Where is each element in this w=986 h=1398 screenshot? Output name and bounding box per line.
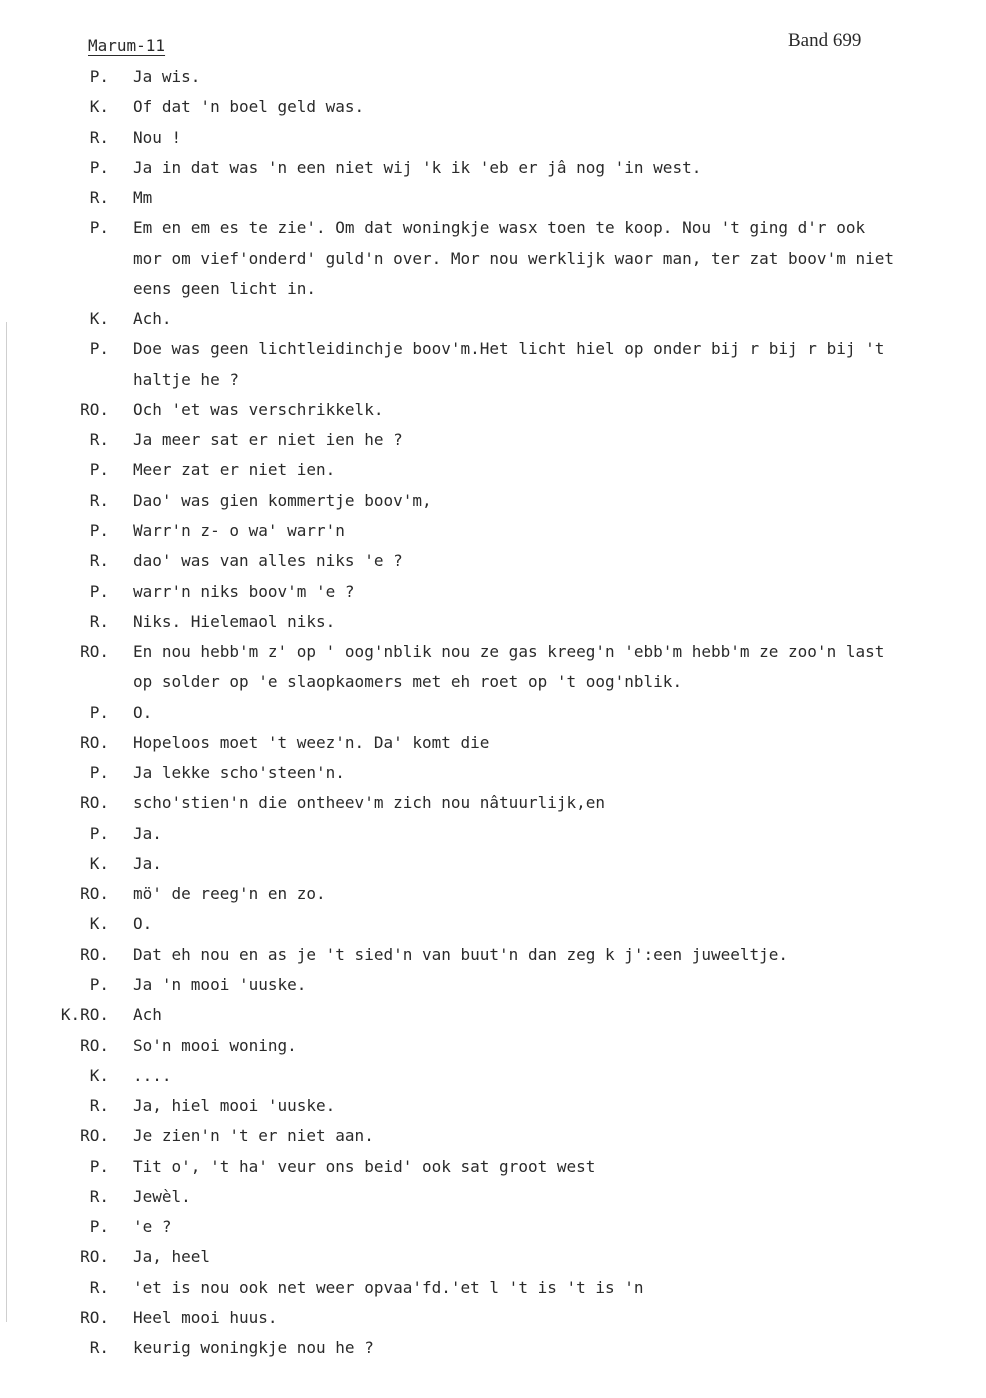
speaker-label: K. <box>89 914 109 934</box>
transcript-line <box>0 516 986 546</box>
transcript-line <box>0 667 986 697</box>
speaker-label: P. <box>89 67 109 86</box>
speaker-label: P. <box>89 702 109 722</box>
transcript-line <box>0 1121 986 1151</box>
transcript-line <box>0 213 986 243</box>
transcript-line <box>0 637 986 667</box>
utterance-text: Dao' was gien kommertje boov'm, <box>133 490 432 510</box>
transcript-line <box>0 62 986 92</box>
utterance-text: O. <box>133 702 153 722</box>
utterance-text: .... <box>133 1065 172 1085</box>
utterance-text: Ja lekke scho'steen'n. <box>133 763 345 783</box>
transcript-line <box>0 819 986 849</box>
transcript-line <box>0 455 986 485</box>
utterance-text: dao' was van alles niks 'e ? <box>133 551 403 571</box>
speaker-label: RO. <box>80 884 109 904</box>
speaker-label: RO. <box>80 1035 109 1055</box>
speaker-label: K.RO. <box>60 1005 109 1025</box>
speaker-label: RO. <box>80 399 109 419</box>
speaker-label: RO. <box>80 944 109 964</box>
transcript-line <box>0 425 986 455</box>
transcript-line <box>0 577 986 607</box>
transcript-line <box>0 153 986 183</box>
transcript-line <box>0 1000 986 1030</box>
speaker-label: P. <box>89 520 109 540</box>
utterance-text: So'n mooi woning. <box>133 1035 297 1055</box>
utterance-text: Ja meer sat er niet ien he ? <box>133 430 403 450</box>
speaker-label: P. <box>89 157 109 177</box>
speaker-label: RO. <box>80 732 109 752</box>
utterance-text: Hopeloos moet 't weez'n. Da' komt die <box>133 732 490 752</box>
transcript-line <box>0 909 986 939</box>
speaker-label: RO. <box>80 1247 109 1267</box>
transcript-line <box>0 92 986 122</box>
utterance-text: Ja. <box>133 823 162 843</box>
transcript-line <box>0 879 986 909</box>
transcript-line <box>0 1152 986 1182</box>
transcript-line <box>0 1273 986 1303</box>
utterance-text: Ja, hiel mooi 'uuske. <box>133 1096 336 1116</box>
speaker-label: P. <box>89 460 109 480</box>
utterance-text: Doe was geen lichtleidinchje boov'm.Het licht hiel op onder bij r bij r bij 't <box>133 339 885 359</box>
transcript-line <box>0 1303 986 1333</box>
transcript-line <box>0 486 986 516</box>
utterance-text: Ja 'n mooi 'uuske. <box>133 974 307 994</box>
speaker-label: P. <box>89 763 109 783</box>
transcript-line <box>0 123 986 153</box>
speaker-label: K. <box>89 853 109 873</box>
utterance-text: Nou ! <box>133 127 182 147</box>
speaker-label: RO. <box>80 793 109 813</box>
speaker-label: R. <box>89 1338 109 1358</box>
transcript-line <box>0 1242 986 1272</box>
speaker-label: P. <box>89 1217 109 1237</box>
speaker-label: R. <box>89 611 109 631</box>
transcript-line <box>0 1061 986 1091</box>
utterance-text: Ja in dat was 'n een niet wij 'k ik 'eb er jâ nog 'in west. <box>133 157 702 177</box>
transcript-line <box>0 698 986 728</box>
speaker-label: R. <box>89 430 109 450</box>
transcript-line <box>0 849 986 879</box>
speaker-label: P. <box>89 974 109 994</box>
transcript-line <box>0 546 986 576</box>
utterance-text: mor om vief'onderd' guld'n over. Mor nou werklijk waor man, ter zat boov'm niet <box>133 248 894 268</box>
speaker-label: K. <box>89 309 109 329</box>
utterance-text: 'e ? <box>133 1217 172 1237</box>
speaker-label: R. <box>89 490 109 510</box>
speaker-label: RO. <box>80 642 109 662</box>
transcript-line <box>0 1212 986 1242</box>
transcript-line <box>0 607 986 637</box>
utterance-text: Warr'n z- o wa' warr'n <box>133 520 345 540</box>
speaker-label: R. <box>89 1277 109 1297</box>
speaker-label: RO. <box>80 1307 109 1327</box>
utterance-text: Ach <box>133 1005 162 1025</box>
utterance-text: Niks. Hielemaol niks. <box>133 611 336 631</box>
speaker-label: P. <box>89 581 109 601</box>
utterance-text: Dat eh nou en as je 't sied'n van buut'n dan zeg k j':een juweeltje. <box>133 944 789 964</box>
speaker-label: P. <box>89 823 109 843</box>
transcript-file-id: Marum-11 <box>88 36 166 55</box>
utterance-text: Ja wis. <box>133 67 201 86</box>
speaker-label: P. <box>89 1156 109 1176</box>
utterance-text: Mm <box>133 188 153 208</box>
speaker-label: P. <box>89 218 109 238</box>
transcript-line <box>0 970 986 1000</box>
utterance-text: haltje he ? <box>133 369 239 389</box>
utterance-text: 'et is nou ook net weer opvaa'fd.'et l 't is 't is 'n <box>133 1277 644 1297</box>
transcript-line <box>0 334 986 364</box>
utterance-text: Meer zat er niet ien. <box>133 460 336 480</box>
transcript-line <box>0 1091 986 1121</box>
utterance-text: Of dat 'n boel geld was. <box>133 97 365 117</box>
utterance-text: eens geen licht in. <box>133 278 317 298</box>
utterance-text: Je zien'n 't er niet aan. <box>133 1126 374 1146</box>
utterance-text: Tit o', 't ha' veur ons beid' ook sat groot west <box>133 1156 596 1176</box>
transcript-line <box>0 304 986 334</box>
transcript-line <box>0 365 986 395</box>
utterance-text: scho'stien'n die ontheev'm zich nou nâtuurlijk,en <box>133 793 606 813</box>
utterance-text: En nou hebb'm z' op ' oog'nblik nou ze gas kreeg'n 'ebb'm hebb'm ze zoo'n last <box>133 642 885 662</box>
transcript-line <box>0 395 986 425</box>
utterance-text: warr'n niks boov'm 'e ? <box>133 581 355 601</box>
utterance-text: Ach. <box>133 309 172 329</box>
speaker-label: R. <box>89 127 109 147</box>
utterance-text: Jewèl. <box>133 1186 191 1206</box>
transcript-line <box>0 758 986 788</box>
transcript-lines <box>0 62 986 1363</box>
speaker-label: RO. <box>80 1126 109 1146</box>
transcript-line <box>0 183 986 213</box>
tape-band-number: Band 699 <box>788 30 862 51</box>
speaker-label: R. <box>89 551 109 571</box>
transcript-line <box>0 274 986 304</box>
speaker-label: R. <box>89 1186 109 1206</box>
utterance-text: Och 'et was verschrikkelk. <box>133 399 384 419</box>
speaker-label: K. <box>89 1065 109 1085</box>
transcript-line <box>0 728 986 758</box>
utterance-text: mö' de reeg'n en zo. <box>133 884 326 904</box>
speaker-label: R. <box>89 188 109 208</box>
transcript-line <box>0 244 986 274</box>
transcript-line <box>0 940 986 970</box>
speaker-label: P. <box>89 339 109 359</box>
transcript-line <box>0 1182 986 1212</box>
transcript-line <box>0 1333 986 1363</box>
utterance-text: Heel mooi huus. <box>133 1307 278 1327</box>
utterance-text: O. <box>133 914 153 934</box>
utterance-text: Em en em es te zie'. Om dat woningkje wasx toen te koop. Nou 't ging d'r ook <box>133 218 866 238</box>
speaker-label: K. <box>89 97 109 117</box>
utterance-text: op solder op 'e slaopkaomers met eh roet op 't oog'nblik. <box>133 672 683 692</box>
utterance-text: keurig woningkje nou he ? <box>133 1338 374 1358</box>
utterance-text: Ja, heel <box>133 1247 211 1267</box>
transcript-line <box>0 1031 986 1061</box>
speaker-label: R. <box>89 1096 109 1116</box>
transcript-line <box>0 788 986 818</box>
utterance-text: Ja. <box>133 853 162 873</box>
